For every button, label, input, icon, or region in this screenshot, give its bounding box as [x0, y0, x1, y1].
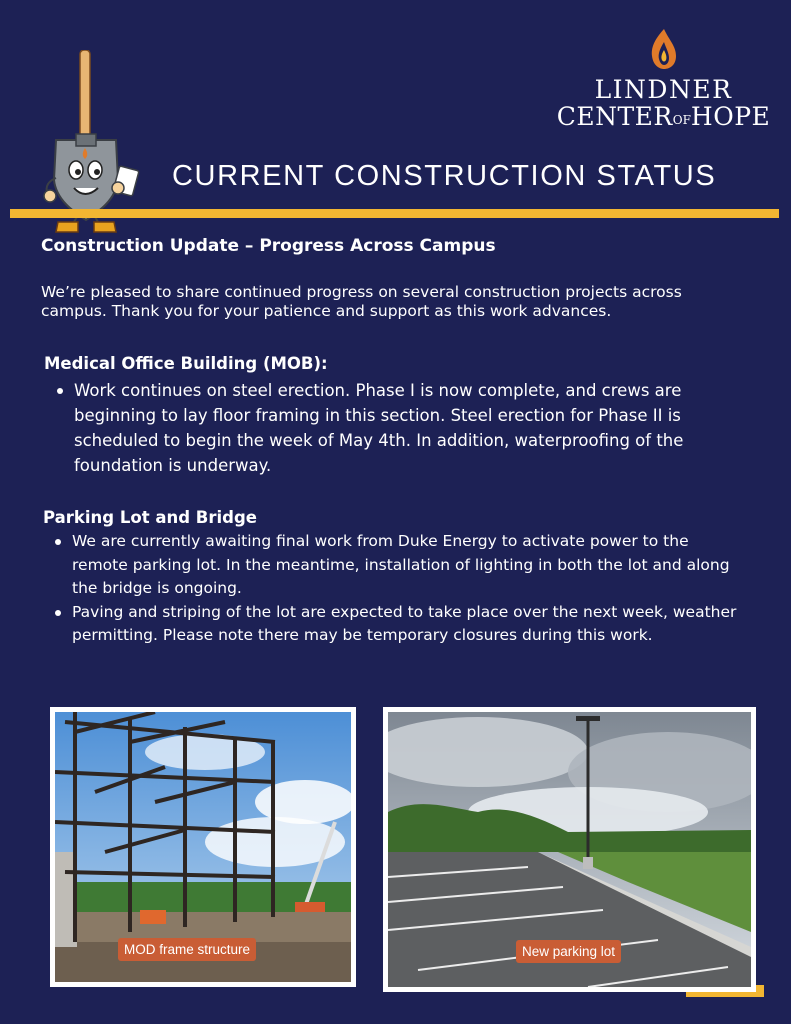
page-title: CURRENT CONSTRUCTION STATUS — [172, 160, 717, 192]
logo-word-of: OF — [672, 113, 691, 127]
logo-word-hope: HOPE — [690, 102, 771, 131]
logo-word-center: CENTER — [556, 102, 673, 131]
list-item — [54, 530, 744, 601]
mob-bullet-list — [56, 378, 736, 478]
shovel-mascot-illustration — [38, 50, 148, 235]
list-item-text: Work continues on steel erection. Phase I is now complete, and crews are beginning to lay floor framing in this section. Steel erection for Phase II is scheduled to begin the week of May 4th. In addition, waterproofing of the foundation is underway. — [74, 381, 684, 475]
flame-icon — [649, 28, 679, 70]
gold-divider — [10, 209, 779, 218]
bullet-icon — [55, 539, 61, 545]
list-item-text: Paving and striping of the lot are expected to take place over the next week, weather permitting. Please note there may be temporary closures during this work. — [72, 602, 737, 644]
bullet-icon — [57, 388, 63, 394]
update-heading: Construction Update – Progress Across Campus — [41, 236, 496, 256]
list-item — [54, 601, 744, 648]
lindner-center-logo — [556, 28, 771, 134]
parking-section-heading: Parking Lot and Bridge — [43, 508, 257, 527]
logo-line-2 — [556, 103, 771, 134]
bullet-icon — [55, 610, 61, 616]
list-item-text: We are currently awaiting final work from Duke Energy to activate power to the remote parking lot. In the meantime, installation of lighting in both the lot and along the bridge is ongoing. — [72, 532, 730, 597]
logo-line-1: LINDNER — [594, 75, 733, 104]
parking-bullet-list — [54, 530, 744, 648]
photo-mob-frame — [50, 707, 356, 987]
photo-caption-parking: New parking lot — [516, 940, 621, 963]
photo-caption-mob: MOD frame structure — [118, 938, 256, 961]
intro-paragraph: We’re pleased to share continued progress on several construction projects across campus. Thank you for your patience and support as this work advances. — [41, 283, 682, 320]
list-item — [56, 378, 736, 478]
mob-section-heading: Medical Office Building (MOB): — [44, 354, 328, 373]
photo-parking-lot — [383, 707, 756, 992]
